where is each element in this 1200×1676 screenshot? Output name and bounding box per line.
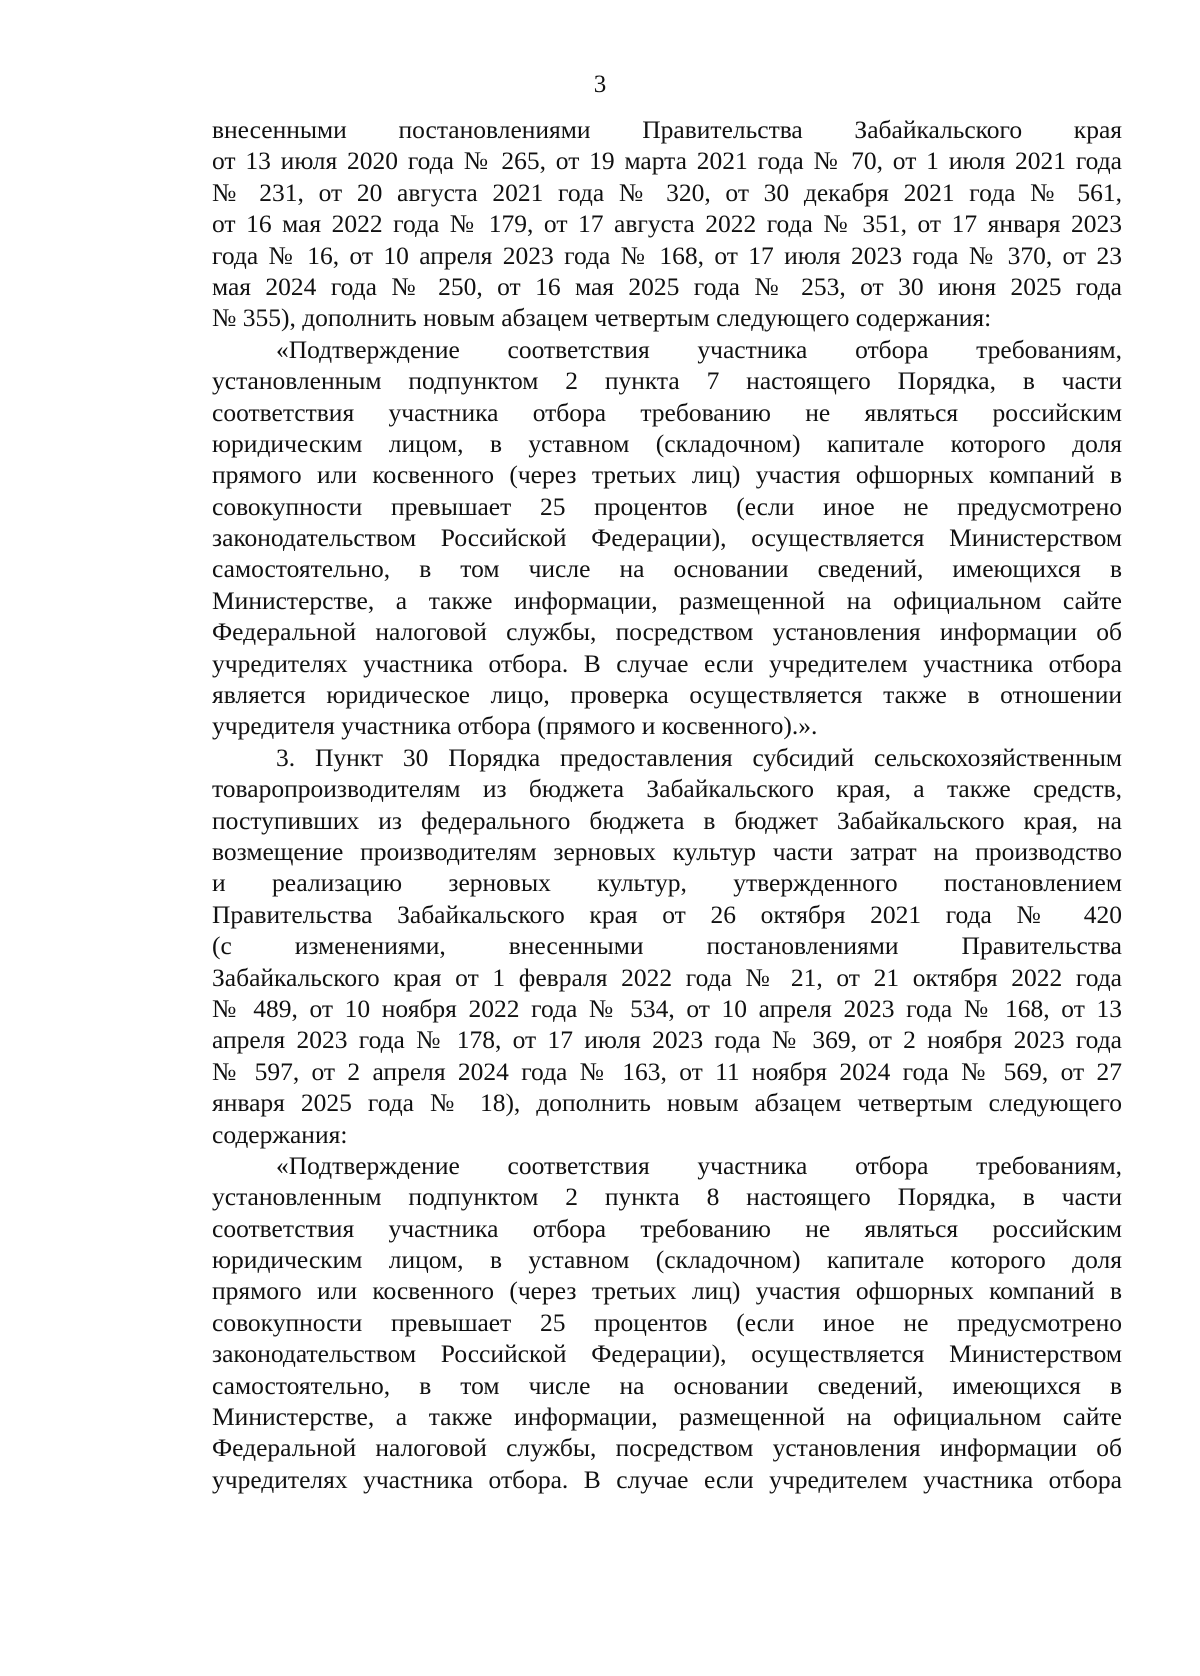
text-line: года № 16, от 10 апреля 2023 года № 168, от 17 июля 2023 года № 370, от 23	[212, 240, 1122, 270]
text-line: Забайкальского края от 1 февраля 2022 года № 21, от 21 октября 2022 года	[212, 962, 1122, 992]
text-line: юридическим лицом, в уставном (складочном) капитале которого доля	[212, 1245, 1122, 1275]
text-line: поступивших из федерального бюджета в бюджет Забайкальского края, на	[212, 805, 1122, 835]
text-line: совокупности превышает 25 процентов (если иное не предусмотрено	[212, 1307, 1122, 1337]
text-line: «Подтверждение соответствия участника отбора требованиям,	[276, 1150, 1122, 1180]
text-line: прямого или косвенного (через третьих лиц) участия офшорных компаний в	[212, 1276, 1122, 1306]
text-line: № 597, от 2 апреля 2024 года № 163, от 11 ноября 2024 года № 569, от 27	[212, 1056, 1122, 1086]
text-line: апреля 2023 года № 178, от 17 июля 2023 года № 369, от 2 ноября 2023 года	[212, 1025, 1122, 1055]
text-line: и реализацию зерновых культур, утвержденного постановлением	[212, 868, 1122, 898]
text-line: № 489, от 10 ноября 2022 года № 534, от 10 апреля 2023 года № 168, от 13	[212, 993, 1122, 1023]
text-line: Федеральной налоговой службы, посредством установления информации об	[212, 1433, 1122, 1463]
text-line: совокупности превышает 25 процентов (если иное не предусмотрено	[212, 491, 1122, 521]
text-line: является юридическое лицо, проверка осуществляется также в отношении	[212, 680, 1122, 710]
text-line: от 16 мая 2022 года № 179, от 17 августа 2022 года № 351, от 17 января 2023	[212, 209, 1122, 239]
text-line: (с изменениями, внесенными постановлениями Правительства	[212, 931, 1122, 961]
text-line: мая 2024 года № 250, от 16 мая 2025 года № 253, от 30 июня 2025 года	[212, 271, 1122, 301]
text-line: юридическим лицом, в уставном (складочном) капитале которого доля	[212, 428, 1122, 458]
text-line: № 355), дополнить новым абзацем четвертым следующего содержания:	[212, 303, 992, 333]
text-line: прямого или косвенного (через третьих лиц) участия офшорных компаний в	[212, 460, 1122, 490]
text-line: Министерстве, а также информации, размещенной на официальном сайте	[212, 1402, 1122, 1432]
text-line: учредителя участника отбора (прямого и косвенного).».	[212, 711, 818, 741]
text-line: товаропроизводителям из бюджета Забайкальского края, а также средств,	[212, 774, 1122, 804]
text-line: возмещение производителям зерновых культур части затрат на производство	[212, 836, 1122, 866]
text-line: самостоятельно, в том числе на основании сведений, имеющихся в	[212, 554, 1122, 584]
text-line: содержания:	[212, 1119, 348, 1149]
document-body	[212, 114, 1122, 1495]
text-line: законодательством Российской Федерации), осуществляется Министерством	[212, 523, 1122, 553]
text-line: соответствия участника отбора требованию не являться российским	[212, 397, 1122, 427]
text-line: Федеральной налоговой службы, посредством установления информации об	[212, 617, 1122, 647]
text-line: № 231, от 20 августа 2021 года № 320, от 30 декабря 2021 года № 561,	[212, 177, 1122, 207]
text-line: установленным подпунктом 2 пункта 8 настоящего Порядка, в части	[212, 1182, 1122, 1212]
text-line: «Подтверждение соответствия участника отбора требованиям,	[276, 334, 1122, 364]
text-line: 3. Пункт 30 Порядка предоставления субсидий сельскохозяйственным	[276, 742, 1122, 772]
text-line: законодательством Российской Федерации), осуществляется Министерством	[212, 1339, 1122, 1369]
text-line: установленным подпунктом 2 пункта 7 настоящего Порядка, в части	[212, 366, 1122, 396]
text-line: внесенными постановлениями Правительства Забайкальского края	[212, 115, 1122, 144]
text-line: учредителях участника отбора. В случае если учредителем участника отбора	[212, 648, 1122, 678]
text-line: учредителях участника отбора. В случае если учредителем участника отбора	[212, 1464, 1122, 1494]
text-line: соответствия участника отбора требованию не являться российским	[212, 1213, 1122, 1243]
text-line: Правительства Забайкальского края от 26 октября 2021 года № 420	[212, 899, 1122, 929]
page-number: 3	[593, 71, 607, 98]
text-line: января 2025 года № 18), дополнить новым абзацем четвертым следующего	[212, 1088, 1122, 1118]
text-line: Министерстве, а также информации, размещенной на официальном сайте	[212, 585, 1122, 615]
text-line: от 13 июля 2020 года № 265, от 19 марта 2021 года № 70, от 1 июля 2021 года	[212, 146, 1122, 176]
text-line: самостоятельно, в том числе на основании сведений, имеющихся в	[212, 1370, 1122, 1400]
